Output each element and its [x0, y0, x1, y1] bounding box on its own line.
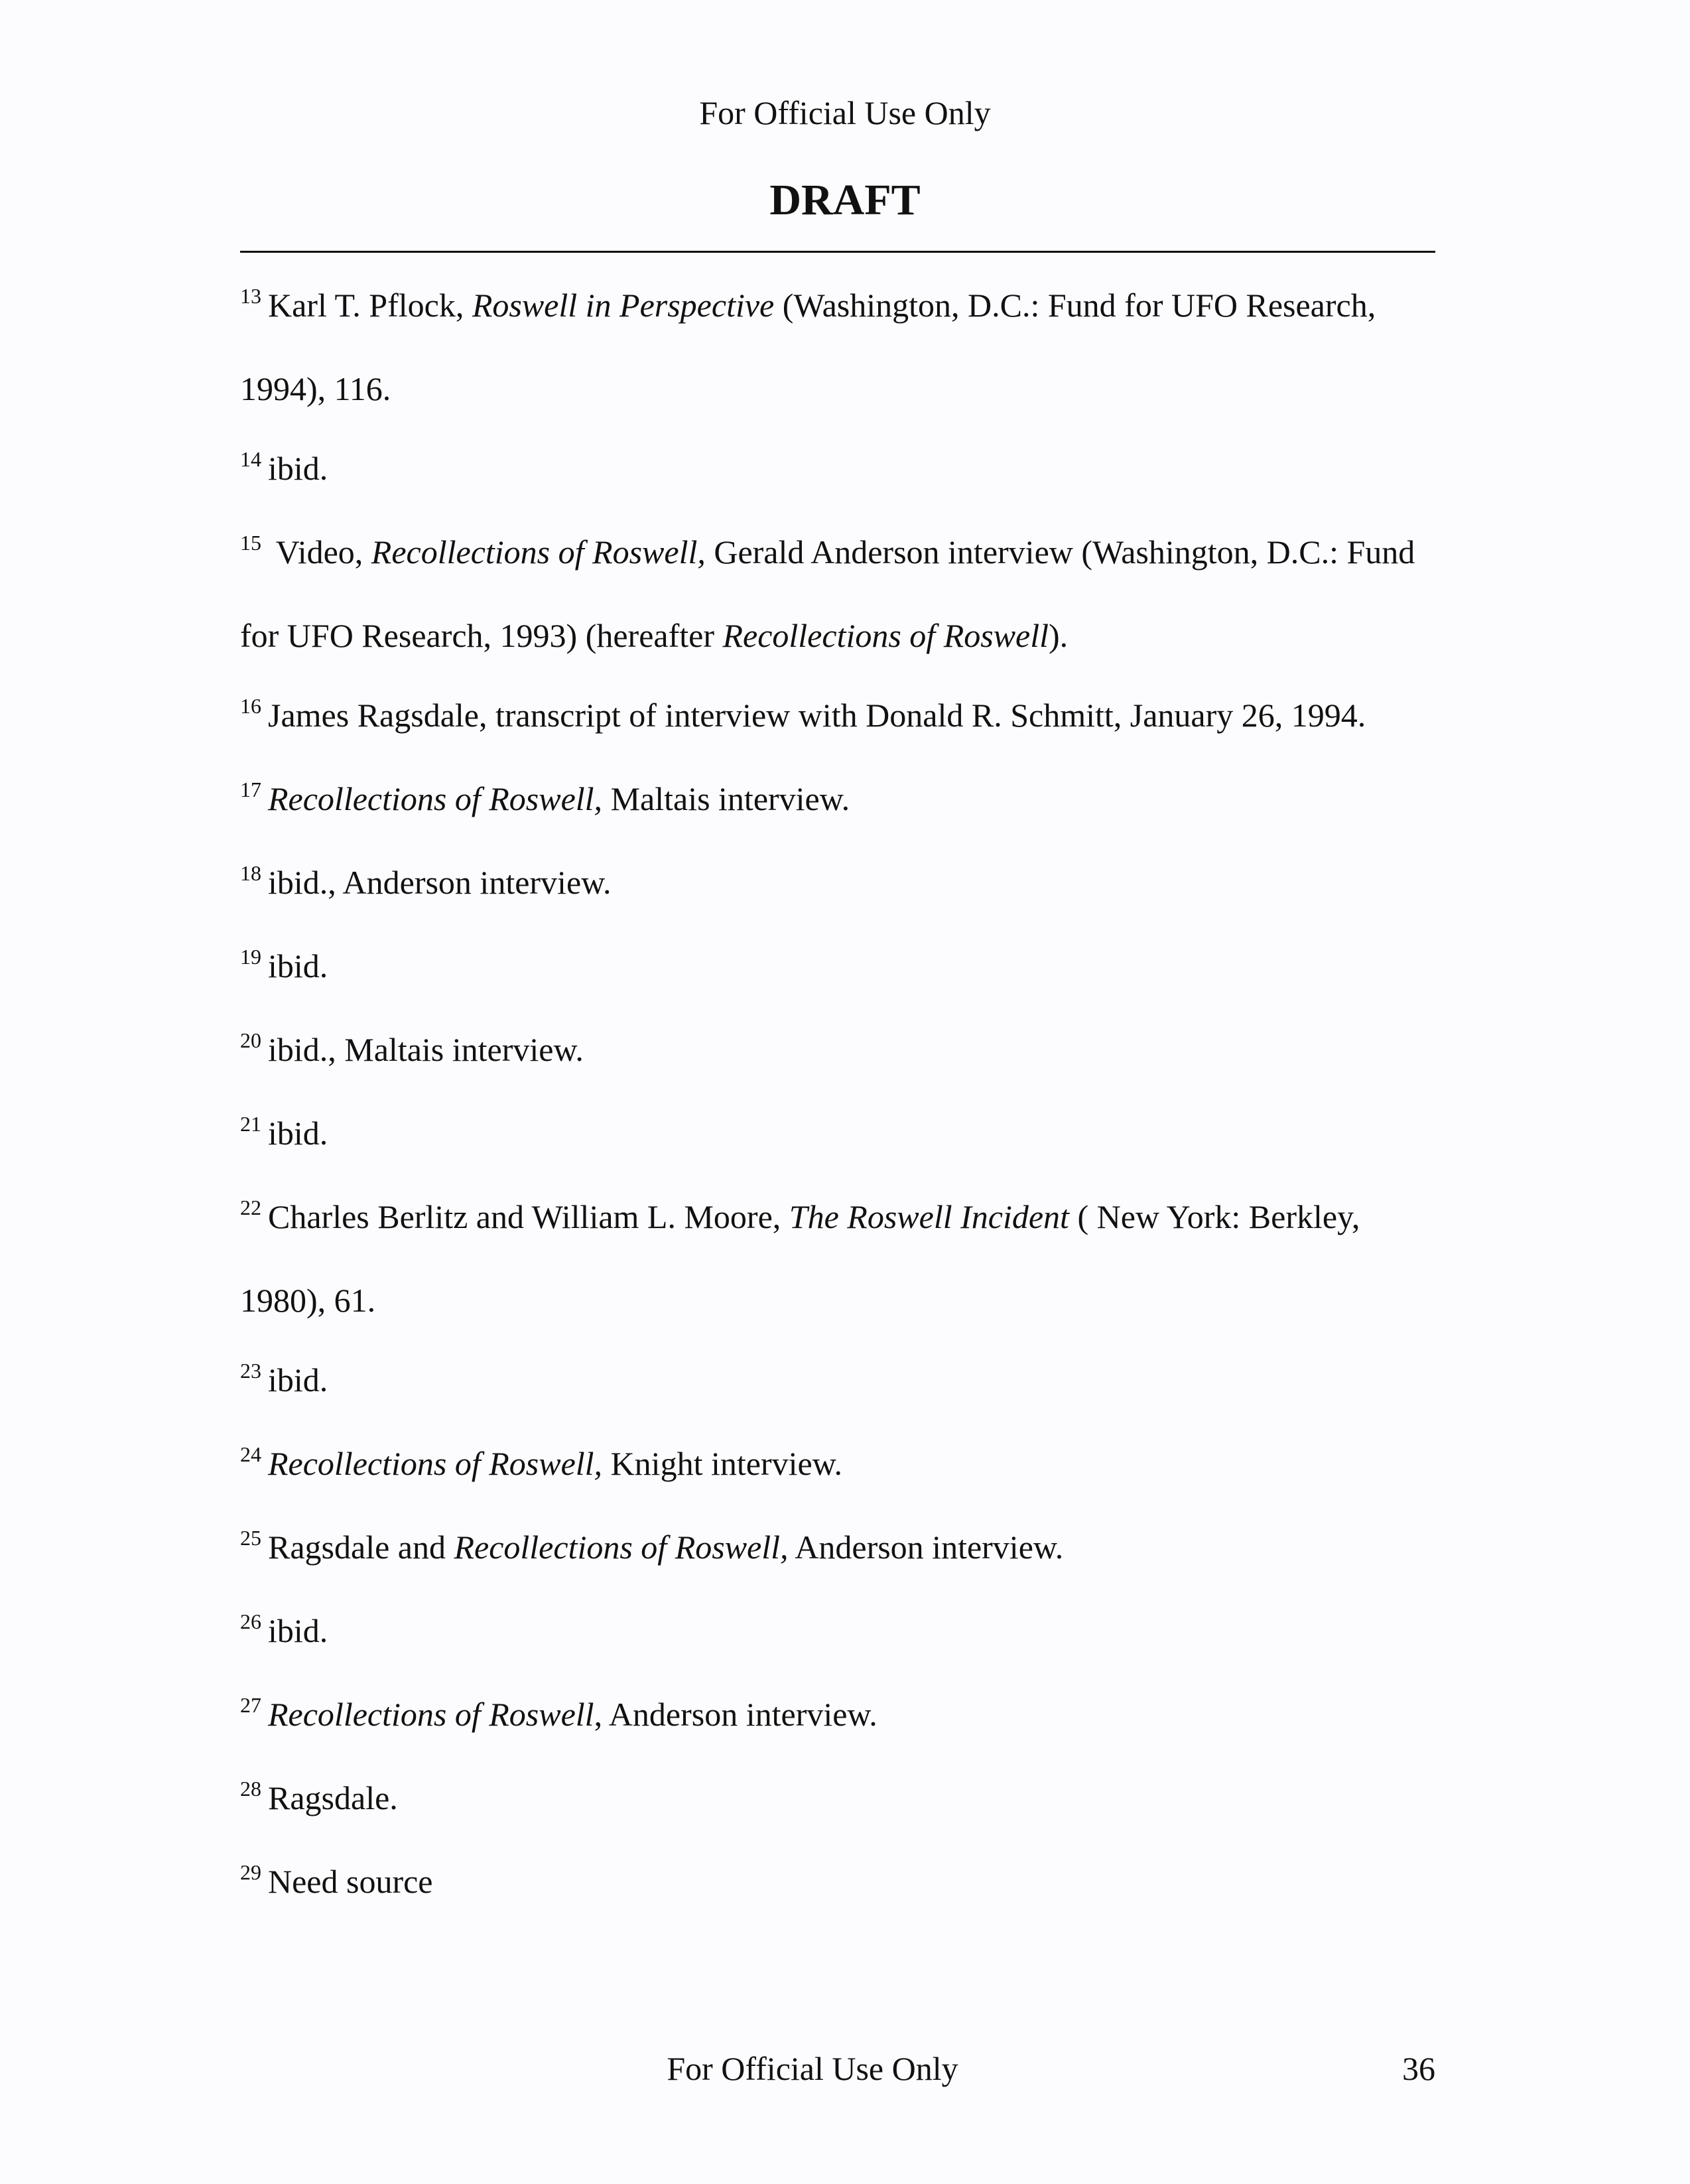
footnote-number: 19 [240, 945, 261, 969]
footnote-line [240, 1591, 1461, 1674]
header-classification: For Official Use Only [699, 94, 991, 131]
footnote-text: James Ragsdale, transcript of interview with Donald R. Schmitt, January 26, 1994. [268, 697, 1366, 734]
footnote-text: 1980), 61. [240, 1282, 376, 1319]
footnote-text: Charles Berlitz and William L. Moore, [268, 1198, 789, 1235]
footnote-number: 28 [240, 1777, 261, 1801]
footnote-number: 13 [240, 284, 261, 308]
footnote-line [240, 926, 1461, 1010]
footnote-text-tail: Maltais interview. [602, 780, 850, 817]
draft-title: DRAFT [769, 176, 921, 224]
footnote-text: ibid., Anderson interview. [268, 864, 612, 901]
footnote-text: Ragsdale and [268, 1529, 454, 1566]
footnote-text: Video, [268, 533, 371, 571]
footnote-title: Recollections of Roswell, [371, 533, 706, 571]
footnote-text: ibid. [268, 450, 328, 487]
footnote-line [240, 1010, 1461, 1093]
footnote-number: 18 [240, 861, 261, 885]
footnote-title: Recollections of Roswell, [268, 1445, 603, 1482]
footnote-title: Recollections of Roswell [268, 1696, 594, 1733]
footnote-title: The Roswell Incident [789, 1198, 1069, 1235]
footnote-title: Recollections of Roswell [722, 617, 1049, 654]
footnote-text-tail: (Washington, D.C.: Fund for UFO Research, [774, 287, 1376, 324]
footnote-text-tail: ( New York: Berkley, [1069, 1198, 1360, 1235]
footnote-line [240, 349, 1461, 429]
footnote-text: ibid. [268, 1361, 328, 1399]
page-number: 36 [1402, 2050, 1435, 2087]
footnote-text-tail: Knight interview. [602, 1445, 843, 1482]
footnote-line [240, 1261, 1461, 1340]
footnote-line [240, 1340, 1461, 1424]
footnote-title: Roswell in Perspective [472, 287, 775, 324]
footnote-text: 1994), 116. [240, 370, 391, 407]
footnote-text: Need source [268, 1863, 433, 1900]
footnote-line [240, 1507, 1461, 1591]
footnote-line [240, 843, 1461, 926]
footnote-line [240, 596, 1461, 675]
footnote-number: 14 [240, 447, 261, 471]
footnote-line [240, 429, 1461, 512]
footnote-number: 23 [240, 1359, 261, 1383]
footnote-line [240, 512, 1461, 596]
footnote-number: 26 [240, 1609, 261, 1633]
footnote-text-tail: Gerald Anderson interview (Washington, D.C.: Fund [705, 533, 1415, 571]
footnote-text: Ragsdale. [268, 1779, 398, 1816]
footnote-line [240, 1093, 1461, 1177]
footnote-text: Karl T. Pflock, [268, 287, 472, 324]
footnote-number: 16 [240, 694, 261, 718]
footnote-number: 17 [240, 778, 261, 801]
footnote-line [240, 265, 1461, 349]
footnote-text: for UFO Research, 1993) (hereafter [240, 617, 723, 654]
footnote-line [240, 675, 1461, 759]
footer-classification: For Official Use Only [667, 2050, 958, 2087]
footnote-line [240, 759, 1461, 843]
footnote-text: ibid., Maltais interview. [268, 1031, 584, 1068]
footnote-number: 25 [240, 1526, 261, 1550]
footnote-number: 29 [240, 1860, 261, 1884]
footnote-number: 20 [240, 1028, 261, 1052]
footnote-text-tail: ). [1049, 617, 1069, 654]
footnote-text: ibid. [268, 1612, 328, 1649]
footnote-number: 21 [240, 1112, 261, 1136]
footnote-line [240, 1842, 1461, 1925]
footnote-line [240, 1758, 1461, 1842]
footnote-text-tail: Anderson interview. [788, 1529, 1064, 1566]
footnote-text: ibid. [268, 947, 328, 985]
footnote-line [240, 1424, 1461, 1507]
footnote-title: Recollections of Roswell, [454, 1529, 789, 1566]
footnote-number: 24 [240, 1442, 261, 1466]
footnotes-list [240, 265, 1461, 1925]
footnote-title: Recollections of Roswell, [268, 780, 603, 817]
footnote-text-tail: , Anderson interview. [594, 1696, 878, 1733]
footnote-number: 22 [240, 1195, 261, 1219]
footnote-number: 15 [240, 531, 261, 555]
footnote-line [240, 1674, 1461, 1758]
footnote-text: ibid. [268, 1115, 328, 1152]
footnote-line [240, 1177, 1461, 1261]
header-rule [240, 251, 1435, 253]
footnote-number: 27 [240, 1693, 261, 1717]
